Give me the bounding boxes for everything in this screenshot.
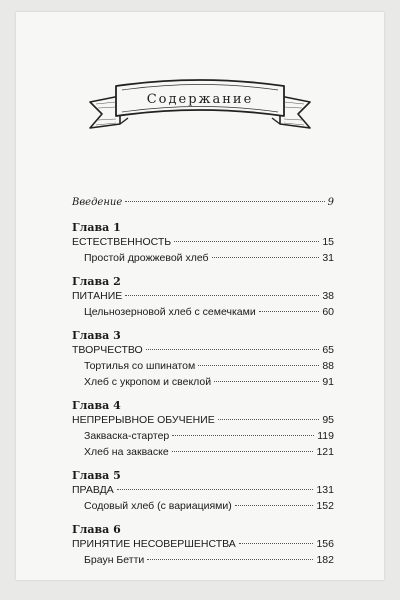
toc-entry-recipe[interactable] xyxy=(72,430,334,446)
toc-entry-label: Хлеб на закваске xyxy=(84,446,169,458)
toc-page-number: 60 xyxy=(322,306,334,318)
toc-entry-chapter[interactable] xyxy=(72,484,334,500)
toc-entry-label: Тортилья со шпинатом xyxy=(84,360,196,372)
toc-entry-recipe[interactable] xyxy=(72,376,334,392)
toc-entry-chapter[interactable] xyxy=(72,344,334,360)
toc-page-number: 95 xyxy=(322,414,334,426)
chapter-block xyxy=(72,275,334,322)
toc-entry-label: НЕПРЕРЫВНОЕ ОБУЧЕНИЕ xyxy=(72,414,215,426)
dot-leader xyxy=(212,257,320,258)
toc-entry-chapter[interactable] xyxy=(72,538,334,554)
toc-entry-label: Содовый хлеб (с вариациями) xyxy=(84,500,232,512)
toc-entry-label: Браун Бетти xyxy=(84,554,145,566)
toc-page-number: 65 xyxy=(322,344,334,356)
chapter-heading: Глава 6 xyxy=(72,523,121,536)
toc-entry-chapter[interactable] xyxy=(72,414,334,430)
toc-page-number: 121 xyxy=(316,446,334,458)
toc-entry-label: ТВОРЧЕСТВО xyxy=(72,344,143,356)
toc-page-number: 182 xyxy=(316,554,334,566)
dot-leader xyxy=(172,435,314,436)
toc-page-number: 15 xyxy=(322,236,334,248)
chapter-heading: Глава 5 xyxy=(72,469,121,482)
toc-page-number: 31 xyxy=(322,252,334,264)
dot-leader xyxy=(218,419,320,420)
book-page xyxy=(16,12,384,580)
toc-entry-label: Введение xyxy=(72,197,123,208)
toc-entry-label: ПИТАНИЕ xyxy=(72,290,123,302)
toc-entry-intro[interactable] xyxy=(72,197,334,213)
toc-entry-recipe[interactable] xyxy=(72,306,334,322)
chapter-heading: Глава 1 xyxy=(72,221,121,234)
title-banner xyxy=(86,72,314,144)
toc-page-number: 9 xyxy=(327,197,334,208)
toc-entry-recipe[interactable] xyxy=(72,252,334,268)
toc-entry-label: Закваска-стартер xyxy=(84,430,170,442)
toc-page-number: 119 xyxy=(317,430,334,442)
toc-entry-label: ПРИНЯТИЕ НЕСОВЕРШЕНСТВА xyxy=(72,538,236,550)
dot-leader xyxy=(147,559,313,560)
page-title: Содержание xyxy=(146,92,254,107)
toc-entry-chapter[interactable] xyxy=(72,236,334,252)
toc-page-number: 152 xyxy=(316,500,334,512)
toc-entry-label: ПРАВДА xyxy=(72,484,114,496)
toc-entry-chapter[interactable] xyxy=(72,290,334,306)
chapter-block xyxy=(72,329,334,392)
toc-page-number: 156 xyxy=(316,538,334,550)
toc-entry-recipe[interactable] xyxy=(72,500,334,516)
toc-entry-label: Цельнозерновой хлеб с семечками xyxy=(84,306,256,318)
dot-leader xyxy=(146,349,320,350)
toc-page-number: 131 xyxy=(316,484,334,496)
dot-leader xyxy=(259,311,320,312)
dot-leader xyxy=(125,295,319,296)
toc-entry-recipe[interactable] xyxy=(72,360,334,376)
chapter-heading: Глава 2 xyxy=(72,275,121,288)
toc-entry-label: ЕСТЕСТВЕННОСТЬ xyxy=(72,236,172,248)
toc-entry-recipe[interactable] xyxy=(72,446,334,462)
toc-entry-label: Простой дрожжевой хлеб xyxy=(84,252,209,264)
ribbon-banner-icon xyxy=(86,72,314,144)
chapter-heading: Глава 3 xyxy=(72,329,121,342)
dot-leader xyxy=(172,451,314,452)
chapter-block xyxy=(72,399,334,462)
dot-leader xyxy=(117,489,314,490)
toc-entry-recipe[interactable] xyxy=(72,554,334,570)
toc-page-number: 91 xyxy=(322,376,334,388)
chapter-heading: Глава 4 xyxy=(72,399,121,412)
dot-leader xyxy=(214,381,319,382)
toc-entry-label: Хлеб с укропом и свеклой xyxy=(84,376,212,388)
dot-leader xyxy=(235,505,314,506)
chapter-block xyxy=(72,523,334,570)
dot-leader xyxy=(239,543,314,544)
dot-leader xyxy=(198,365,319,366)
dot-leader xyxy=(125,201,324,202)
table-of-contents xyxy=(72,197,334,577)
chapter-block xyxy=(72,469,334,516)
chapter-block xyxy=(72,221,334,268)
toc-page-number: 38 xyxy=(322,290,334,302)
dot-leader xyxy=(174,241,319,242)
toc-page-number: 88 xyxy=(322,360,334,372)
